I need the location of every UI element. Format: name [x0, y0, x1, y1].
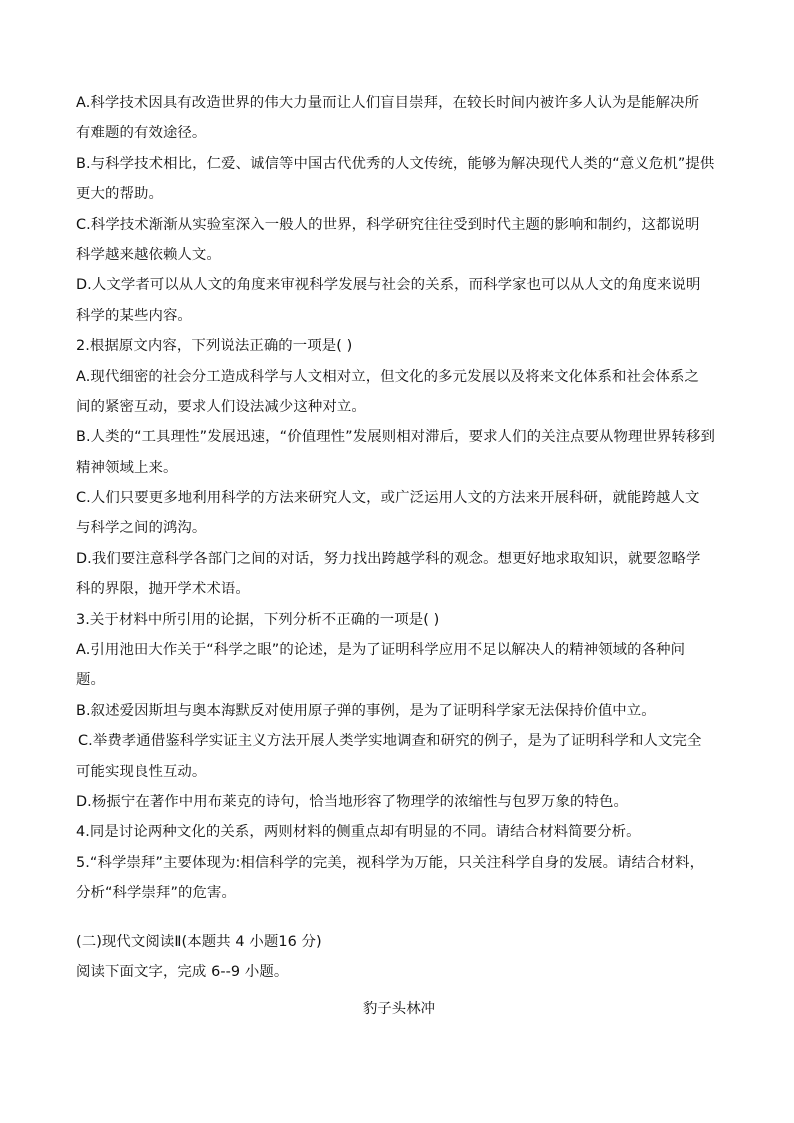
- q1-option-a-line-2: 有难题的有效途径。: [76, 125, 207, 142]
- q3-option-b: B.叙述爱因斯坦与奥本海默反对使用原子弹的事例，是为了证明科学家无法保持价值中立。: [76, 702, 656, 719]
- q3-option-d: D.杨振宁在著作中用布莱克的诗句，恰当地形容了物理学的浓缩性与包罗万象的特色。: [76, 793, 629, 810]
- q2-option-d-line-2: 科的界限，抛开学术术语。: [76, 581, 250, 598]
- section-2-instruction: 阅读下面文字，完成 6--9 小题。: [76, 963, 289, 980]
- q5-line-1: 5.“科学崇拜”主要体现为:相信科学的完美，视科学为万能，只关注科学自身的发展。请结合材料，: [76, 854, 705, 871]
- q3-option-a-line-2: 题。: [76, 672, 105, 689]
- passage-title: 豹子头林冲: [363, 1001, 435, 1018]
- q3-stem: 3.关于材料中所引用的论据，下列分析不正确的一项是( ): [76, 611, 440, 628]
- q1-option-b-line-2: 更大的帮助。: [76, 186, 163, 203]
- section-2-heading: (二)现代文阅读Ⅱ(本题共 4 小题16 分): [76, 933, 322, 950]
- q2-option-a-line-2: 间的紧密互动，要求人们设法减少这种对立。: [76, 398, 366, 415]
- document-body: [76, 88, 722, 1024]
- q2-option-c-line-2: 与科学之间的鸿沟。: [76, 520, 207, 537]
- q3-option-c-line-2: 可能实现良性互动。: [76, 763, 207, 780]
- q2-option-a-line-1: A.现代细密的社会分工造成科学与人文相对立，但文化的多元发展以及将来文化体系和社会体系之: [76, 368, 699, 385]
- section-gap: [76, 909, 722, 927]
- q2-option-d-line-1: D.我们要注意科学各部门之间的对话，努力找出跨越学科的观念。想更好地求取知识，就要忽略学: [76, 550, 701, 567]
- q5-line-2: 分析“科学崇拜”的危害。: [76, 885, 237, 902]
- q2-stem: 2.根据原文内容，下列说法正确的一项是( ): [76, 338, 353, 355]
- q1-option-d-line-2: 科学的某些内容。: [76, 307, 192, 324]
- q1-option-b-line-1: B.与科学技术相比，仁爱、诚信等中国古代优秀的人文传统，能够为解决现代人类的“意义危机”提供: [76, 155, 715, 172]
- question-2: [76, 331, 722, 605]
- q3-option-c-line-1: C.举费孝通借鉴科学实证主义方法开展人类学实地调查和研究的例子，是为了证明科学和人文完全: [78, 733, 702, 750]
- question-4: 4.同是讨论两种文化的关系，两则材料的侧重点却有明显的不同。请结合材料简要分析。: [76, 824, 641, 841]
- q1-option-a-line-1: A.科学技术因具有改造世界的伟大力量而让人们盲目崇拜，在较长时间内被许多人认为是能解决所: [76, 95, 699, 111]
- question-1-options: [76, 88, 722, 331]
- q1-option-d-line-1: D.人文学者可以从人文的角度来审视科学发展与社会的关系，而科学家也可以从人文的角度来说明: [76, 277, 701, 294]
- q3-option-a-line-1: A.引用池田大作关于“科学之眼”的论述，是为了证明科学应用不足以解决人的精神领域的各种问: [76, 642, 686, 659]
- q1-option-c-line-1: C.科学技术渐渐从实验室深入一般人的世界，科学研究往往受到时代主题的影响和制约，这都说明: [76, 216, 700, 233]
- q2-option-b-line-1: B.人类的“工具理性”发展迅速，“价值理性”发展则相对滞后，要求人们的关注点要从物理世界转移到: [76, 429, 715, 446]
- q2-option-b-line-2: 精神领域上来。: [76, 459, 178, 476]
- q1-option-c-line-2: 科学越来越依赖人文。: [76, 246, 221, 263]
- question-5: [76, 848, 722, 909]
- question-3: [76, 605, 722, 818]
- section-2: [76, 927, 722, 1025]
- q2-option-c-line-1: C.人们只要更多地利用科学的方法来研究人文，或广泛运用人文的方法来开展科研，就能跨越人文: [76, 490, 700, 507]
